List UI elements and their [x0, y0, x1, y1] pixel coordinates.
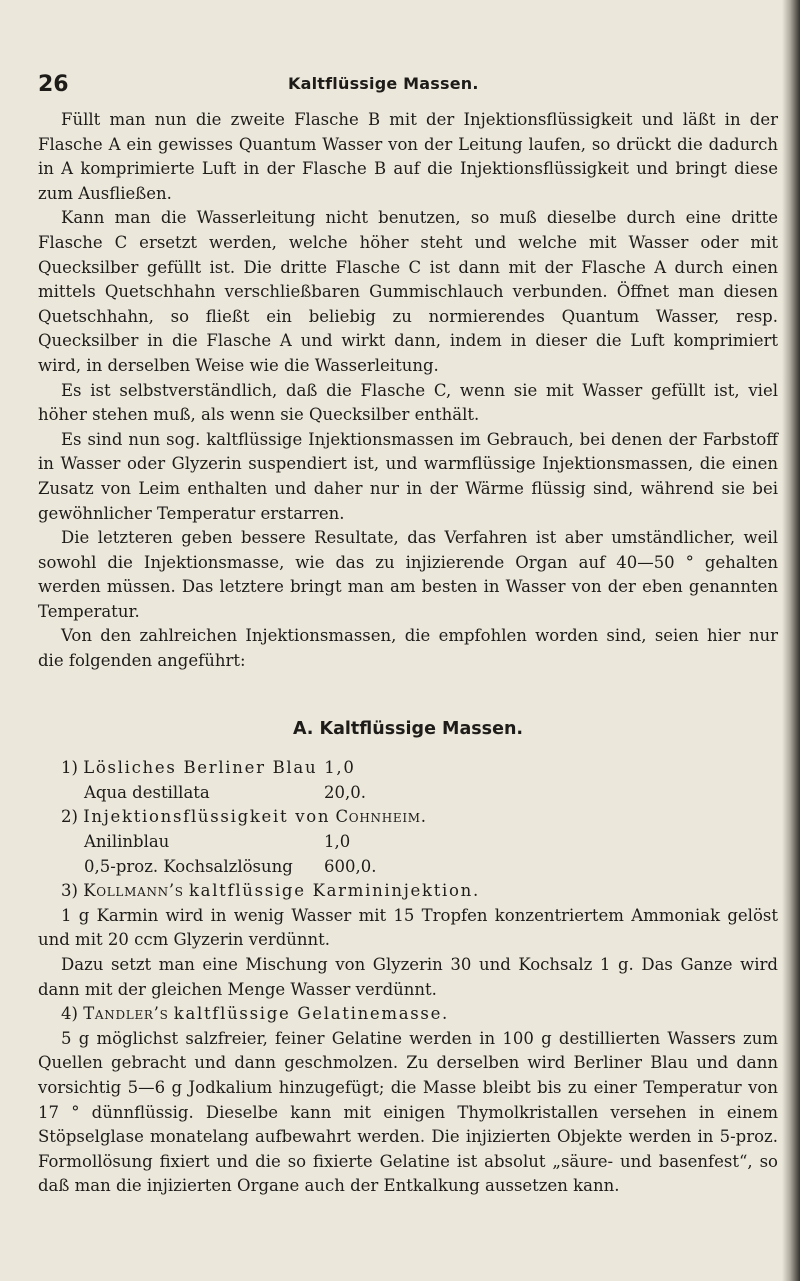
page-header [38, 72, 678, 102]
ingredient-line [38, 781, 778, 806]
ingredient-amount: 1,0 [324, 832, 351, 852]
recipe-title: kaltflüssige Gelatinemasse. [173, 1004, 449, 1024]
ingredient-amount: 600,0. [324, 856, 377, 876]
ingredient-name: 0,5-proz. Kochsalzlösung [84, 856, 293, 876]
recipe-text: 1 g Karmin wird in wenig Wasser mit 15 Tropfen konzentriertem Ammoniak gelöst und mit 20 ccm Glyzerin verdünnt. [38, 905, 778, 950]
paragraph: Füllt man nun die zweite Flasche B mit der Injektionsflüssigkeit und läßt in der Flasche A ein gewisses Quantum Wasser von der Leitung laufen, so drückt die dadurch in A komprimierte Luft in der Flasche B auf die Injektionsflüssigkeit und bringt diese zum Ausfließen. [38, 110, 778, 203]
ingredient-name: Anilinblau [84, 832, 170, 852]
recipe-author: Tandler’s [83, 1004, 169, 1024]
ingredient-line [38, 855, 778, 880]
ingredient-name: Aqua destillata [84, 782, 210, 802]
paragraph: Die letzteren geben bessere Resultate, das Verfahren ist aber umständlicher, weil sowohl die Injektionsmasse, wie das zu injizierende Organ auf 40—50 ° gehalten werden müssen. Das letztere bringt man am besten in Wasser von der eben genannten Temperatur. [38, 528, 778, 621]
recipe-title-line [38, 1002, 778, 1027]
recipe-3 [38, 879, 778, 1002]
recipe-author: Kollmann’s [83, 881, 184, 901]
body-text [38, 108, 778, 1199]
ingredient-line [38, 830, 778, 855]
paragraph: Es ist selbstverständlich, daß die Flasche C, wenn sie mit Wasser gefüllt ist, viel höher stehen muß, als wenn sie Quecksilber enthält. [38, 380, 778, 425]
recipe-text: 5 g möglichst salzfreier, feiner Gelatine werden in 100 g destillierten Wassers zum Quellen gebracht und dann geschmolzen. Zu derselben wird Berliner Blau und dann vorsichtig 5—6 g Jodkalium hinzugefügt; die Masse bleibt bis zu einer Temperatur von 17 ° dünnflüssig. Dieselbe kann mit einigen Thymolkristallen versehen in einem Stöpselglase monatelang aufbewahrt werden. Die injizierten Objekte werden in 5-proz. Formollösung fixiert und die so fixierte Gelatine ist absolut „säure- und basenfest“, so daß man die injizierten Organe auch der Entkalkung aussetzen kann. [38, 1028, 778, 1196]
recipe-title: kaltflüssige Karmininjektion. [188, 881, 480, 901]
running-title: Kaltflüssige Massen. [288, 74, 479, 93]
recipe-number: 4) [61, 1004, 78, 1024]
ingredient-amount: 20,0. [324, 782, 366, 802]
recipe-2 [38, 805, 778, 879]
recipe-title-line [38, 756, 778, 781]
page-edge-shadow [782, 0, 800, 1281]
paragraph: Es sind nun sog. kaltflüssige Injektionsmassen im Gebrauch, bei denen der Farbstoff in Wasser oder Glyzerin suspendiert ist, und warmflüssige Injektionsmassen, die einen Zusatz von Leim enthalten und daher nur in der Wärme flüssig sind, während sie bei gewöhnlicher Temperatur erstarren. [38, 429, 778, 523]
section-heading: A. Kaltflüssige Massen. [292, 718, 524, 739]
page-number: 26 [38, 72, 69, 97]
recipe-number: 2) [61, 807, 78, 827]
recipe-1 [38, 756, 778, 805]
recipe-text: Dazu setzt man eine Mischung von Glyzerin 30 und Kochsalz 1 g. Das Ganze wird dann mit der gleichen Menge Wasser verdünnt. [38, 955, 778, 999]
recipe-number: 1) [61, 758, 78, 778]
recipe-title-line [38, 805, 778, 830]
paragraph: Von den zahlreichen Injektionsmassen, die empfohlen worden sind, seien hier nur die folgenden angeführt: [38, 626, 778, 671]
recipe-4 [38, 1002, 778, 1199]
recipe-title: Injektionsflüssigkeit von [83, 807, 331, 827]
recipe-author: Cohnheim. [335, 807, 427, 827]
recipe-number: 3) [61, 881, 78, 901]
paragraph: Kann man die Wasserleitung nicht benutzen, so muß dieselbe durch eine dritte Flasche C ersetzt werden, welche höher steht und welche mit Wasser oder mit Quecksilber gefüllt ist. Die dritte Flasche C ist dann mit der Flasche A durch einen mittels Quetschhahn verschließbaren Gummischlauch verbunden. Öffnet man diesen Quetschhahn, so fließt ein beliebig zu normierendes Quantum Wasser, resp. Quecksilber in die Flasche A und wirkt dann, indem in dieser die Luft komprimiert wird, in derselben Weise wie die Wasserleitung. [38, 208, 778, 375]
recipe-title: Lösliches Berliner Blau 1,0 [83, 758, 356, 778]
recipe-title-line [38, 879, 778, 904]
